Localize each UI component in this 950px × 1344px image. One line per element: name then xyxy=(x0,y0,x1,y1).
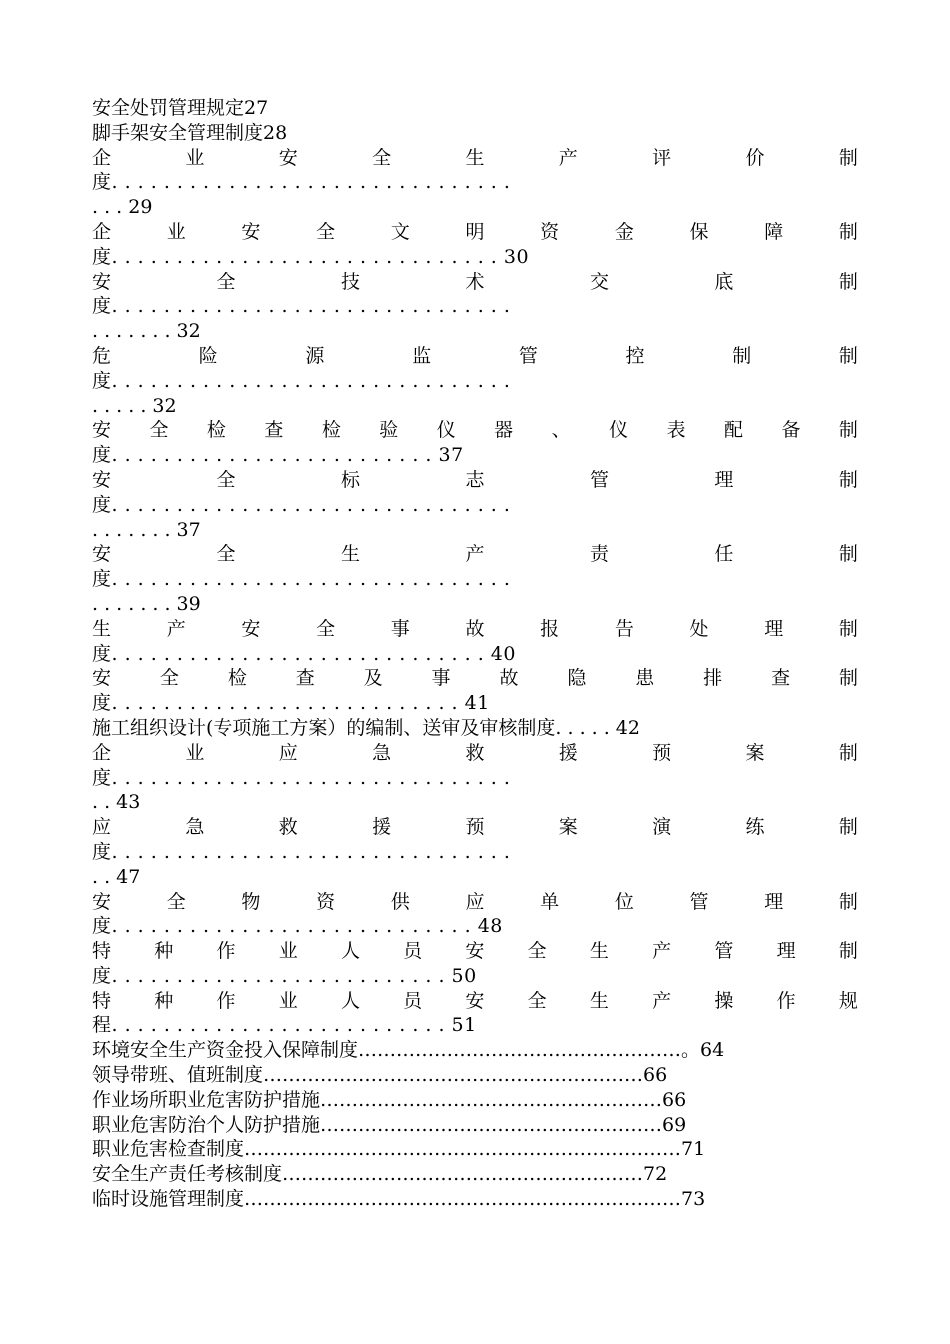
toc-char: 位 xyxy=(614,890,634,913)
toc-char: 特 xyxy=(92,989,112,1012)
toc-entry-spread-line xyxy=(92,666,858,691)
toc-char: 理 xyxy=(764,890,784,913)
toc-char: 告 xyxy=(614,617,634,640)
toc-leader-line: 度. . . . . . . . . . . . . . . . . . . . . . . . . . . . . . . xyxy=(92,840,511,863)
toc-char: 单 xyxy=(540,890,560,913)
toc-char: 全 xyxy=(216,543,236,566)
toc-char: 安 xyxy=(465,989,485,1012)
toc-leader-line: 度. . . . . . . . . . . . . . . . . . . . . . . . . . . . . . . xyxy=(92,493,511,516)
toc-char: 作 xyxy=(216,940,236,963)
toc-char: 管 xyxy=(589,468,609,491)
toc-char: 排 xyxy=(703,667,723,690)
toc-char: 物 xyxy=(241,890,261,913)
toc-char: 查 xyxy=(295,667,315,690)
toc-char: 预 xyxy=(652,741,672,764)
toc-char: 危 xyxy=(92,344,112,367)
toc-entry-line: 临时设施管理制度……………………………………………………………73 xyxy=(92,1188,706,1211)
toc-char: 检 xyxy=(206,419,226,442)
toc-entry-line: . . . . . . . 32 xyxy=(92,320,201,343)
toc-char: 全 xyxy=(216,468,236,491)
toc-char: 安 xyxy=(92,543,112,566)
toc-char: 事 xyxy=(431,667,451,690)
toc-entry-spread-line xyxy=(92,220,858,245)
toc-entry-line: . . . . . . . 39 xyxy=(92,592,201,615)
toc-char: 安 xyxy=(92,468,112,491)
toc-char: 救 xyxy=(278,816,298,839)
toc-leader-line: 度. . . . . . . . . . . . . . . . . . . . . . . . . 37 xyxy=(92,444,464,467)
toc-char: 事 xyxy=(390,617,410,640)
toc-entry-spread-line xyxy=(92,741,858,766)
toc-leader-line: 度. . . . . . . . . . . . . . . . . . . . . . . . . . . . . . . xyxy=(92,766,511,789)
toc-char: 安 xyxy=(465,940,485,963)
toc-char: 生 xyxy=(465,146,485,169)
toc-char: 检 xyxy=(321,419,341,442)
toc-char: 制 xyxy=(838,344,858,367)
toc-char: 救 xyxy=(465,741,485,764)
toc-char: 资 xyxy=(316,890,336,913)
toc-char: 案 xyxy=(558,816,578,839)
toc-char: 产 xyxy=(166,617,186,640)
toc-char: 员 xyxy=(403,940,423,963)
toc-char: 应 xyxy=(278,741,298,764)
toc-leader-line: 度. . . . . . . . . . . . . . . . . . . . . . . . . . . . . . . xyxy=(92,295,511,318)
toc-char: 作 xyxy=(776,989,796,1012)
toc-char: 表 xyxy=(666,419,686,442)
toc-char: 全 xyxy=(216,270,236,293)
toc-char: 全 xyxy=(527,989,547,1012)
toc-entry-spread-line xyxy=(92,989,858,1014)
toc-char: 企 xyxy=(92,741,112,764)
toc-char: 产 xyxy=(652,989,672,1012)
toc-char: 故 xyxy=(465,617,485,640)
toc-char: 金 xyxy=(614,220,634,243)
toc-char: 器 xyxy=(494,419,514,442)
toc-entry-line: 环境安全生产资金投入保障制度……………………………………………。64 xyxy=(92,1039,725,1062)
toc-char: 制 xyxy=(732,344,752,367)
toc-entry-line: 安全处罚管理规定27 xyxy=(92,97,269,119)
toc-char: 生 xyxy=(340,543,360,566)
toc-char: 特 xyxy=(92,940,112,963)
toc-char: 查 xyxy=(264,419,284,442)
toc-leader-line: 度. . . . . . . . . . . . . . . . . . . . . . . . . . 50 xyxy=(92,964,477,987)
toc-char: 管 xyxy=(518,344,538,367)
toc-char: 志 xyxy=(465,468,485,491)
toc-char: 制 xyxy=(838,220,858,243)
toc-leader-line: 度. . . . . . . . . . . . . . . . . . . . . . . . . . . . . . . xyxy=(92,171,511,194)
toc-char: 及 xyxy=(363,667,383,690)
toc-char: 制 xyxy=(838,890,858,913)
toc-char: 检 xyxy=(227,667,247,690)
toc-char: 处 xyxy=(689,617,709,640)
toc-char: 制 xyxy=(838,940,858,963)
toc-char: 全 xyxy=(316,617,336,640)
toc-char: 演 xyxy=(652,816,672,839)
toc-char: 任 xyxy=(714,543,734,566)
toc-char: 险 xyxy=(198,344,218,367)
toc-char: 业 xyxy=(278,989,298,1012)
toc-char: 急 xyxy=(372,741,392,764)
toc-char: 制 xyxy=(838,270,858,293)
toc-char: 作 xyxy=(216,989,236,1012)
toc-char: 患 xyxy=(635,667,655,690)
toc-char: 查 xyxy=(771,667,791,690)
toc-char: 报 xyxy=(540,617,560,640)
toc-char: 全 xyxy=(166,890,186,913)
toc-leader-line: 度. . . . . . . . . . . . . . . . . . . . . . . . . . . 41 xyxy=(92,692,490,715)
toc-char: 源 xyxy=(305,344,325,367)
toc-entry-line: 施工组织设计(专项施工方案）的编制、送审及审核制度. . . . . 42 xyxy=(92,716,640,739)
toc-char: 安 xyxy=(278,146,298,169)
toc-char: 安 xyxy=(92,270,112,293)
toc-char: 安 xyxy=(92,667,112,690)
toc-char: 生 xyxy=(589,940,609,963)
toc-char: 企 xyxy=(92,220,112,243)
toc-char: 应 xyxy=(465,890,485,913)
toc-char: 底 xyxy=(714,270,734,293)
toc-char: 保 xyxy=(689,220,709,243)
toc-char: 全 xyxy=(316,220,336,243)
toc-leader-line: 度. . . . . . . . . . . . . . . . . . . . . . . . . . . . . 40 xyxy=(92,642,516,665)
toc-char: 种 xyxy=(154,940,174,963)
toc-leader-line: 度. . . . . . . . . . . . . . . . . . . . . . . . . . . . . . 30 xyxy=(92,245,530,268)
toc-char: 标 xyxy=(340,468,360,491)
toc-char: 预 xyxy=(465,816,485,839)
toc-entry-line: 作业场所职业危害防护措施………………………………………………66 xyxy=(92,1088,687,1111)
toc-entry-spread-line xyxy=(92,270,858,295)
toc-char: 、 xyxy=(551,419,571,442)
toc-char: 制 xyxy=(838,741,858,764)
toc-char: 资 xyxy=(540,220,560,243)
toc-char: 安 xyxy=(92,419,112,442)
toc-char: 全 xyxy=(159,667,179,690)
toc-entry-spread-line xyxy=(92,146,858,171)
toc-char: 业 xyxy=(185,741,205,764)
toc-char: 制 xyxy=(838,468,858,491)
toc-entry-line: . . 43 xyxy=(92,791,141,814)
toc-char: 人 xyxy=(340,940,360,963)
toc-leader-line: 程. . . . . . . . . . . . . . . . . . . . . . . . . . 51 xyxy=(92,1014,477,1037)
toc-leader-line: 度. . . . . . . . . . . . . . . . . . . . . . . . . . . . . . . xyxy=(92,369,511,392)
toc-entry-spread-line xyxy=(92,418,858,443)
toc-char: 验 xyxy=(379,419,399,442)
toc-entry-line: . . . . . . . 37 xyxy=(92,518,201,541)
toc-char: 援 xyxy=(372,816,392,839)
toc-entry-line: 职业危害防治个人防护措施………………………………………………69 xyxy=(92,1113,687,1136)
toc-char: 产 xyxy=(558,146,578,169)
toc-char: 全 xyxy=(149,419,169,442)
toc-char: 安 xyxy=(241,617,261,640)
toc-char: 安 xyxy=(92,890,112,913)
toc-entry-line: 职业危害检查制度……………………………………………………………71 xyxy=(92,1138,706,1161)
toc-char: 制 xyxy=(838,146,858,169)
table-of-contents xyxy=(92,96,858,1212)
toc-char: 操 xyxy=(714,989,734,1012)
toc-char: 术 xyxy=(465,270,485,293)
toc-char: 管 xyxy=(689,890,709,913)
toc-char: 急 xyxy=(185,816,205,839)
toc-char: 交 xyxy=(589,270,609,293)
toc-char: 生 xyxy=(92,617,112,640)
toc-char: 隐 xyxy=(567,667,587,690)
toc-char: 备 xyxy=(781,419,801,442)
toc-char: 援 xyxy=(558,741,578,764)
toc-char: 应 xyxy=(92,816,112,839)
toc-char: 仪 xyxy=(436,419,456,442)
toc-char: 技 xyxy=(340,270,360,293)
toc-char: 业 xyxy=(278,940,298,963)
toc-entry-spread-line xyxy=(92,344,858,369)
toc-char: 监 xyxy=(412,344,432,367)
toc-char: 理 xyxy=(714,468,734,491)
toc-char: 制 xyxy=(838,617,858,640)
toc-entry-line: . . 47 xyxy=(92,865,141,888)
toc-char: 制 xyxy=(838,816,858,839)
toc-char: 案 xyxy=(745,741,765,764)
toc-char: 规 xyxy=(838,989,858,1012)
toc-char: 障 xyxy=(764,220,784,243)
toc-char: 全 xyxy=(372,146,392,169)
toc-char: 种 xyxy=(154,989,174,1012)
toc-char: 业 xyxy=(185,146,205,169)
toc-char: 制 xyxy=(838,543,858,566)
toc-char: 企 xyxy=(92,146,112,169)
toc-char: 故 xyxy=(499,667,519,690)
toc-char: 控 xyxy=(625,344,645,367)
toc-char: 练 xyxy=(745,816,765,839)
toc-char: 业 xyxy=(166,220,186,243)
toc-char: 产 xyxy=(652,940,672,963)
toc-char: 制 xyxy=(838,419,858,442)
toc-entry-line: . . . 29 xyxy=(92,196,153,219)
toc-entry-line: 脚手架安全管理制度28 xyxy=(92,121,288,144)
toc-entry-spread-line xyxy=(92,815,858,840)
toc-entry-spread-line xyxy=(92,468,858,493)
toc-char: 明 xyxy=(465,220,485,243)
toc-entry-spread-line xyxy=(92,939,858,964)
toc-char: 全 xyxy=(527,940,547,963)
toc-char: 理 xyxy=(764,617,784,640)
toc-entry-line: 领导带班、值班制度……………………………………………………66 xyxy=(92,1064,668,1087)
toc-char: 人 xyxy=(340,989,360,1012)
toc-char: 责 xyxy=(589,543,609,566)
toc-char: 仪 xyxy=(609,419,629,442)
toc-char: 供 xyxy=(390,890,410,913)
toc-entry-spread-line xyxy=(92,617,858,642)
toc-char: 文 xyxy=(390,220,410,243)
toc-char: 安 xyxy=(241,220,261,243)
toc-entry-spread-line xyxy=(92,542,858,567)
toc-entry-spread-line xyxy=(92,890,858,915)
toc-char: 管 xyxy=(714,940,734,963)
toc-char: 评 xyxy=(652,146,672,169)
toc-char: 制 xyxy=(838,667,858,690)
toc-char: 配 xyxy=(723,419,743,442)
toc-char: 员 xyxy=(403,989,423,1012)
toc-entry-line: 安全生产责任考核制度…………………………………………………72 xyxy=(92,1163,668,1186)
toc-leader-line: 度. . . . . . . . . . . . . . . . . . . . . . . . . . . . 48 xyxy=(92,915,503,938)
toc-char: 理 xyxy=(776,940,796,963)
toc-char: 产 xyxy=(465,543,485,566)
toc-char: 价 xyxy=(745,146,765,169)
toc-entry-line: . . . . . 32 xyxy=(92,394,177,417)
toc-char: 生 xyxy=(589,989,609,1012)
toc-leader-line: 度. . . . . . . . . . . . . . . . . . . . . . . . . . . . . . . xyxy=(92,568,511,591)
